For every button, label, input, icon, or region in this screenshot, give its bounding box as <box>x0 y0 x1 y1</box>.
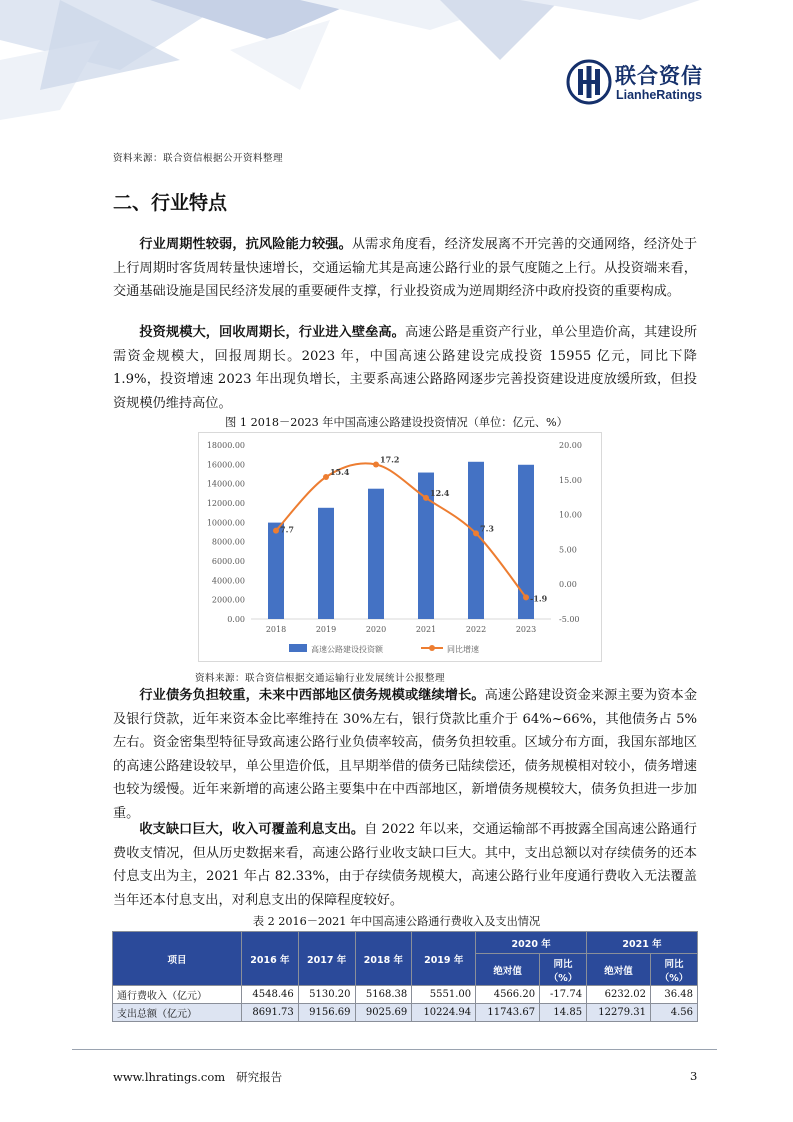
cell-2016: 4548.46 <box>242 986 299 1004</box>
table-row <box>113 986 698 1004</box>
th-2018: 2018 年 <box>355 932 412 986</box>
th-2017: 2017 年 <box>298 932 355 986</box>
cell-2020-abs: 4566.20 <box>476 986 540 1004</box>
legend-label-investment: 高速公路建设投资额 <box>311 645 383 654</box>
th-2021-abs: 绝对值 <box>587 954 651 986</box>
logo-mark-icon <box>565 58 613 106</box>
page-number: 3 <box>690 1069 698 1083</box>
th-item: 项目 <box>113 932 242 986</box>
section-title: 二、行业特点 <box>113 192 228 214</box>
cell-2017: 9156.69 <box>298 1004 355 1022</box>
legend-marker-growth <box>429 645 435 651</box>
cell-2020-yoy: -17.74 <box>540 986 587 1004</box>
y-right-tick-label: 15.00 <box>559 475 582 485</box>
y-right-tick-label: 0.00 <box>559 580 577 590</box>
data-label-growth: -1.9 <box>530 593 548 604</box>
cell-2021-abs: 6232.02 <box>587 986 651 1004</box>
cell-2019: 5551.00 <box>412 986 476 1004</box>
paragraph-3 <box>113 684 697 826</box>
footer-divider <box>72 1049 717 1050</box>
data-label-growth: 12.4 <box>430 487 450 498</box>
table-caption: 表 2 2016－2021 年中国高速公路通行费收入及支出情况 <box>252 915 541 928</box>
bar-investment <box>268 523 284 619</box>
paragraph-3-body: 高速公路建设资金来源主要为资本金及银行贷款，近年来资本金比率维持在 30%左右，银行贷款比重介于 64%~66%，其他债务占 5%左右。资金密集型特征导致高速公路行业负债率较高，债务负担较重。区域分布方面，我国东部地区的高速公路建设较早，单公里造价低，且早期举借的债务已陆续偿还，债务规模相对较小，债务增速也较为缓慢。近年来新增的高速公路主要集中在中西部地区，新增债务规模较大，债务负担进一步加重。 <box>113 688 698 821</box>
paragraph-1-body: 从需求角度看，经济发展离不开完善的交通网络，经济处于上行周期时客货周转量快速增长，交通运输尤其是高速公路行业的景气度随之上行。从投资端来看，交通基础设施是国民经济发展的重要硬件支撑，行业投资成为逆周期经济中政府投资的重要构成。 <box>113 237 698 300</box>
paragraph-4 <box>113 818 697 912</box>
legend-label-growth: 同比增速 <box>447 645 479 654</box>
top-source-note: 资料来源：联合资信根据公开资料整理 <box>113 153 284 164</box>
line-point-growth <box>273 528 279 534</box>
paragraph-3-lead: 行业债务负担较重，未来中西部地区债务规模或继续增长。 <box>139 688 485 703</box>
th-2021: 2021 年 <box>587 932 698 954</box>
data-label-growth: 7.7 <box>280 524 294 535</box>
toll-revenue-table <box>112 931 698 1022</box>
y-left-tick-label: 18000.00 <box>206 441 245 450</box>
cell-2021-abs: 12279.31 <box>587 1004 651 1022</box>
x-tick-label: 2021 <box>415 625 437 634</box>
bar-investment <box>368 489 384 619</box>
y-left-tick-label: 0.00 <box>227 615 245 624</box>
cell-2020-yoy: 14.85 <box>540 1004 587 1022</box>
cell-2018: 9025.69 <box>355 1004 412 1022</box>
cell-2018: 5168.38 <box>355 986 412 1004</box>
figure-source-note: 资料来源：联合资信根据交通运输行业发展统计公报整理 <box>195 673 446 684</box>
cell-label: 通行费收入（亿元） <box>113 986 242 1004</box>
th-2020-abs: 绝对值 <box>476 954 540 986</box>
y-right-tick-label: 20.00 <box>559 441 582 450</box>
line-point-growth <box>373 461 379 467</box>
footer-left <box>113 1069 282 1085</box>
y-left-tick-label: 2000.00 <box>211 595 245 605</box>
y-right-tick-label: 5.00 <box>559 545 577 555</box>
cell-2020-abs: 11743.67 <box>476 1004 540 1022</box>
chart-svg <box>199 433 601 661</box>
paragraph-1-lead: 行业周期性较弱，抗风险能力较强。 <box>139 237 352 252</box>
paragraph-2-body: 高速公路是重资产行业，单公里造价高，其建设所需资金规模大，回报周期长。2023 年，中国高速公路建设完成投资 15955 亿元，同比下降 1.9%，投资增速 2023 年出现负增长，主要系高速公路路网逐步完善投资建设进度放缓所致，但投资规模仍维持高位。 <box>113 325 698 411</box>
legend-swatch-investment <box>289 644 307 652</box>
y-left-tick-label: 4000.00 <box>211 576 245 586</box>
th-2016: 2016 年 <box>242 932 299 986</box>
paragraph-1 <box>113 233 697 304</box>
cell-label: 支出总额（亿元） <box>113 1004 242 1022</box>
y-left-tick-label: 16000.00 <box>206 460 245 470</box>
investment-chart <box>198 432 602 662</box>
line-point-growth <box>473 530 479 536</box>
logo-english-name: LianheRatings <box>616 88 703 102</box>
x-tick-label: 2023 <box>515 625 537 634</box>
footer-website-link[interactable]: www.lhratings.com <box>113 1070 226 1084</box>
footer-report-type: 研究报告 <box>236 1070 283 1084</box>
x-tick-label: 2022 <box>465 625 487 634</box>
paragraph-4-lead: 收支缺口巨大，收入可覆盖利息支出。 <box>139 822 365 837</box>
cell-2017: 5130.20 <box>298 986 355 1004</box>
line-point-growth <box>523 594 529 600</box>
th-2021-yoy: 同比（%） <box>651 954 698 986</box>
line-point-growth <box>423 495 429 501</box>
paragraph-4-body: 自 2022 年以来，交通运输部不再披露全国高速公路通行费收支情况，但从历史数据来看，高速公路行业收支缺口巨大。其中，支出总额以对存续债务的还本付息支出为主，2021 年占 82.33%，由于存续债务规模大，高速公路行业年度通行费收入无法覆盖当年还本付息支出，对利息支出的保障程度较好。 <box>113 822 697 908</box>
table-row <box>113 1004 698 1022</box>
figure-caption: 图 1 2018－2023 年中国高速公路建设投资情况（单位：亿元、%） <box>225 416 568 429</box>
logo-chinese-name: 联合资信 <box>615 64 703 88</box>
y-left-tick-label: 10000.00 <box>206 518 245 528</box>
paragraph-2 <box>113 321 697 415</box>
y-left-tick-label: 6000.00 <box>211 557 245 566</box>
x-tick-label: 2018 <box>265 625 287 634</box>
y-left-tick-label: 12000.00 <box>206 499 245 508</box>
data-label-growth: 17.2 <box>380 454 400 465</box>
line-point-growth <box>323 474 329 480</box>
company-logo <box>565 58 725 108</box>
data-label-growth: 15.4 <box>330 467 350 478</box>
y-left-tick-label: 14000.00 <box>206 479 245 489</box>
y-right-tick-label: 10.00 <box>559 510 582 520</box>
th-2020-yoy: 同比（%） <box>540 954 587 986</box>
th-2020: 2020 年 <box>476 932 587 954</box>
x-tick-label: 2019 <box>315 625 337 634</box>
cell-2019: 10224.94 <box>412 1004 476 1022</box>
y-right-tick-label: -5.00 <box>559 615 580 624</box>
cell-2016: 8691.73 <box>242 1004 299 1022</box>
bar-investment <box>318 508 334 619</box>
x-tick-label: 2020 <box>365 625 387 634</box>
cell-2021-yoy: 4.56 <box>651 1004 698 1022</box>
data-label-growth: 7.3 <box>480 523 494 534</box>
th-2019: 2019 年 <box>412 932 476 986</box>
y-left-tick-label: 8000.00 <box>211 537 245 547</box>
paragraph-2-lead: 投资规模大，回收周期长，行业进入壁垒高。 <box>139 325 405 340</box>
cell-2021-yoy: 36.48 <box>651 986 698 1004</box>
